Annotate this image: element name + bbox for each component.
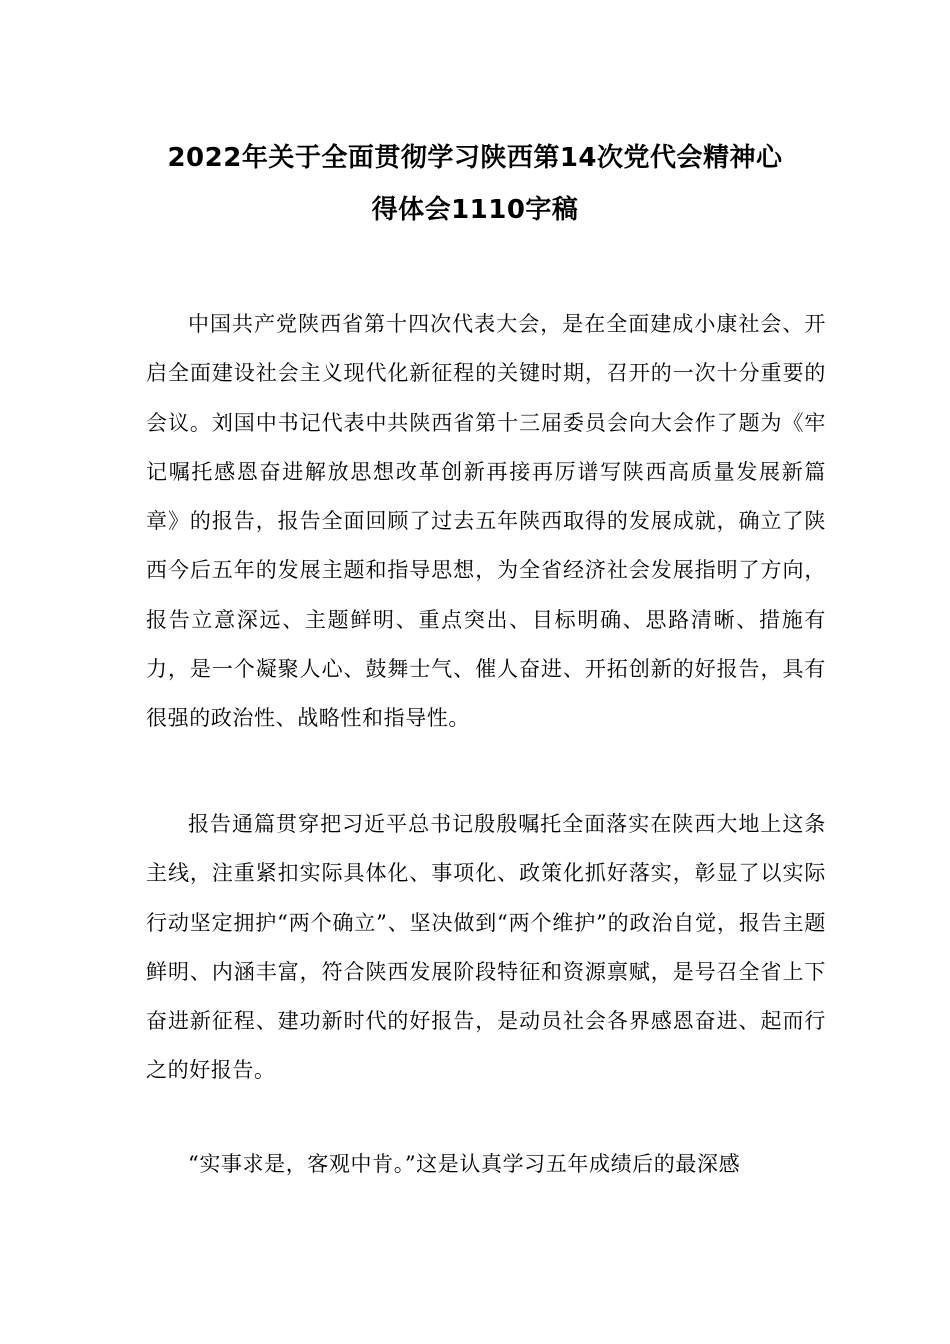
paragraph-3: “实事求是，客观中肯。”这是认真学习五年成绩后的最深感 xyxy=(188,1152,741,1176)
paragraph-1: 中国共产党陕西省第十四次代表大会，是在全面建成小康社会、开启全面建设社会主义现代化新征程的关键时期，召开的一次十分重要的会议。刘国中书记代表中共陕西省第十三届委员会向大会作了题为《牢记嘱托感恩奋进解放思想改革创新再接再厉谱写陕西高质量发展新篇章》的报告，报告全面回顾了过去五年陕西取得的发展成就，确立了陕西今后五年的发展主题和指导思想，为全省经济社会发展指明了方向，报告立意深远、主题鲜明、重点突出、目标明确、思路清晰、措施有力，是一个凝聚人心、鼓舞士气、催人奋进、开拓创新的好报告，具有很强的政治性、战略性和指导性。 xyxy=(146,312,826,731)
paragraph-2: 报告通篇贯穿把习近平总书记殷殷嘱托全面落实在陕西大地上这条主线，注重紧扣实际具体化、事项化、政策化抓好落实，彰显了以实际行动坚定拥护“两个确立”、坚决做到“两个维护”的政治自觉，报告主题鲜明、内涵丰富，符合陕西发展阶段特征和资源禀赋，是号召全省上下奋进新征程、建功新时代的好报告，是动员社会各界感恩奋进、起而行之的好报告。 xyxy=(146,812,826,1083)
title-line-2: 得体会1110字稿 xyxy=(371,195,579,225)
title-line-1: 2022年关于全面贯彻学习陕西第14次党代会精神心 xyxy=(167,143,783,173)
document-title xyxy=(140,132,810,236)
